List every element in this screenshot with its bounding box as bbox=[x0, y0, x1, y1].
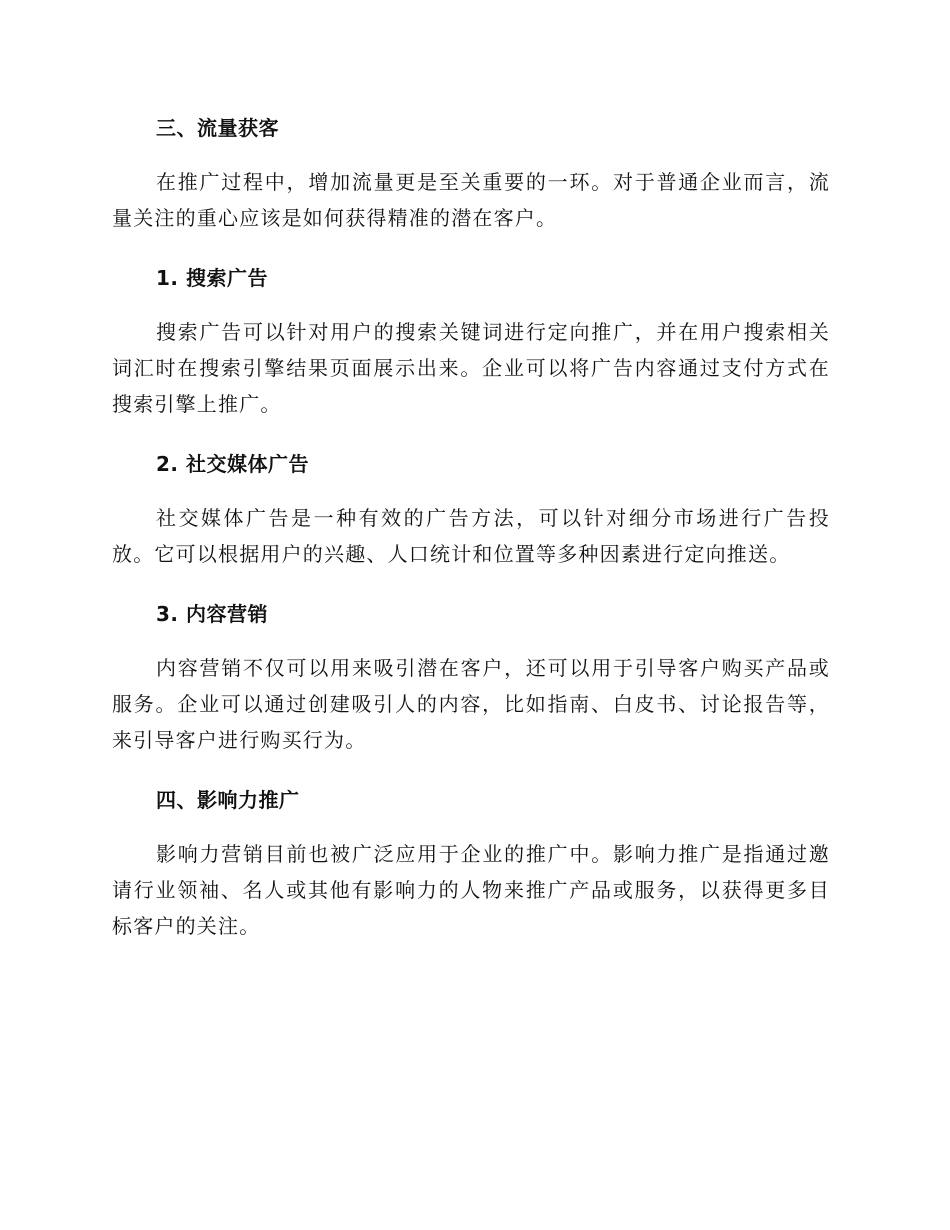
section-paragraph-social-ads: 社交媒体广告是一种有效的广告方法，可以针对细分市场进行广告投放。它可以根据用户的兴趣、人口统计和位置等多种因素进行定向推送。 bbox=[112, 506, 830, 566]
document-page bbox=[112, 112, 830, 944]
section-paragraph-influence: 影响力营销目前也被广泛应用于企业的推广中。影响力推广是指通过邀请行业领袖、名人或其他有影响力的人物来推广产品或服务，以获得更多目标客户的关注。 bbox=[112, 842, 830, 938]
section-heading-traffic: 三、流量获客 bbox=[156, 116, 279, 140]
section-heading-influence: 四、影响力推广 bbox=[156, 788, 300, 812]
section-paragraph-content-marketing: 内容营销不仅可以用来吸引潜在客户，还可以用于引导客户购买产品或服务。企业可以通过创建吸引人的内容，比如指南、白皮书、讨论报告等，来引导客户进行购买行为。 bbox=[112, 656, 830, 752]
section-heading-search-ads: 1. 搜索广告 bbox=[156, 266, 268, 290]
section-paragraph-search-ads: 搜索广告可以针对用户的搜索关键词进行定向推广，并在用户搜索相关词汇时在搜索引擎结果页面展示出来。企业可以将广告内容通过支付方式在搜索引擎上推广。 bbox=[112, 320, 830, 416]
section-heading-content-marketing: 3. 内容营销 bbox=[156, 602, 268, 626]
section-heading-social-ads: 2. 社交媒体广告 bbox=[156, 452, 309, 476]
section-paragraph-traffic: 在推广过程中，增加流量更是至关重要的一环。对于普通企业而言，流量关注的重心应该是如何获得精准的潜在客户。 bbox=[112, 170, 830, 230]
